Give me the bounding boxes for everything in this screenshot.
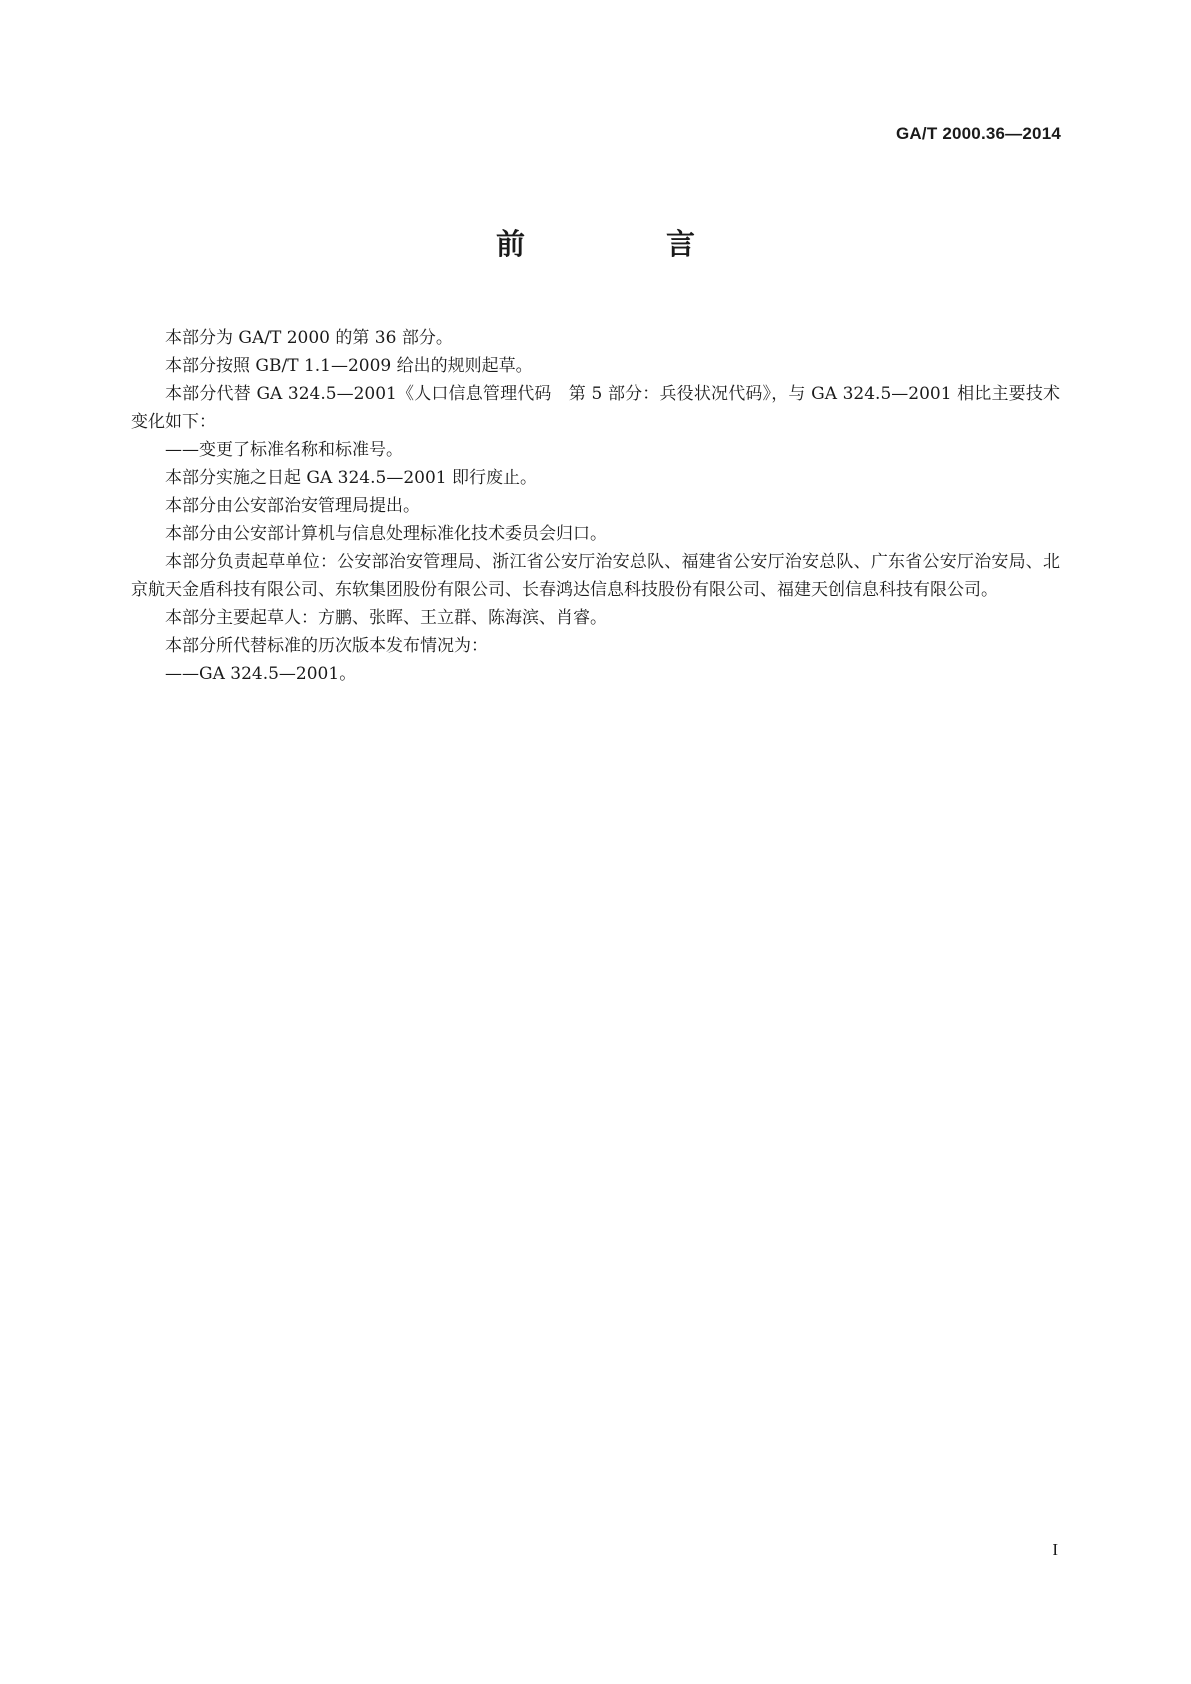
- paragraph-proposed-by: 本部分由公安部治安管理局提出。: [165, 496, 420, 516]
- paragraph-part-number: 本部分为 GA/T 2000 的第 36 部分。: [165, 328, 453, 348]
- document-code: GA/T 2000.36—2014: [896, 124, 1061, 143]
- paragraph-change-item: ——变更了标准名称和标准号。: [165, 440, 403, 460]
- paragraph-centralized-by: 本部分由公安部计算机与信息处理标准化技术委员会归口。: [165, 524, 607, 544]
- page-title: 前 言: [495, 227, 751, 261]
- paragraph-history-item: ——GA 324.5—2001。: [165, 664, 357, 684]
- paragraph-abolish: 本部分实施之日起 GA 324.5—2001 即行废止。: [165, 468, 537, 488]
- paragraph-history: 本部分所代替标准的历次版本发布情况为：: [165, 636, 488, 656]
- paragraph-drafting-rules: 本部分按照 GB/T 1.1—2009 给出的规则起草。: [165, 356, 533, 376]
- paragraph-drafting-units: 本部分负责起草单位：公安部治安管理局、浙江省公安厅治安总队、福建省公安厅治安总队、广东省公安厅治安局、北京航天金盾科技有限公司、东软集团股份有限公司、长春鸿达信息科技股份有限公司、福建天创信息科技有限公司。: [131, 552, 1060, 600]
- page-number: I: [1052, 1540, 1058, 1559]
- paragraph-drafters: 本部分主要起草人：方鹏、张晖、王立群、陈海滨、肖睿。: [165, 608, 607, 628]
- foreword-body: [131, 324, 1060, 688]
- paragraph-replaces: 本部分代替 GA 324.5—2001《人口信息管理代码 第 5 部分：兵役状况代码》，与 GA 324.5—2001 相比主要技术变化如下：: [131, 384, 1060, 432]
